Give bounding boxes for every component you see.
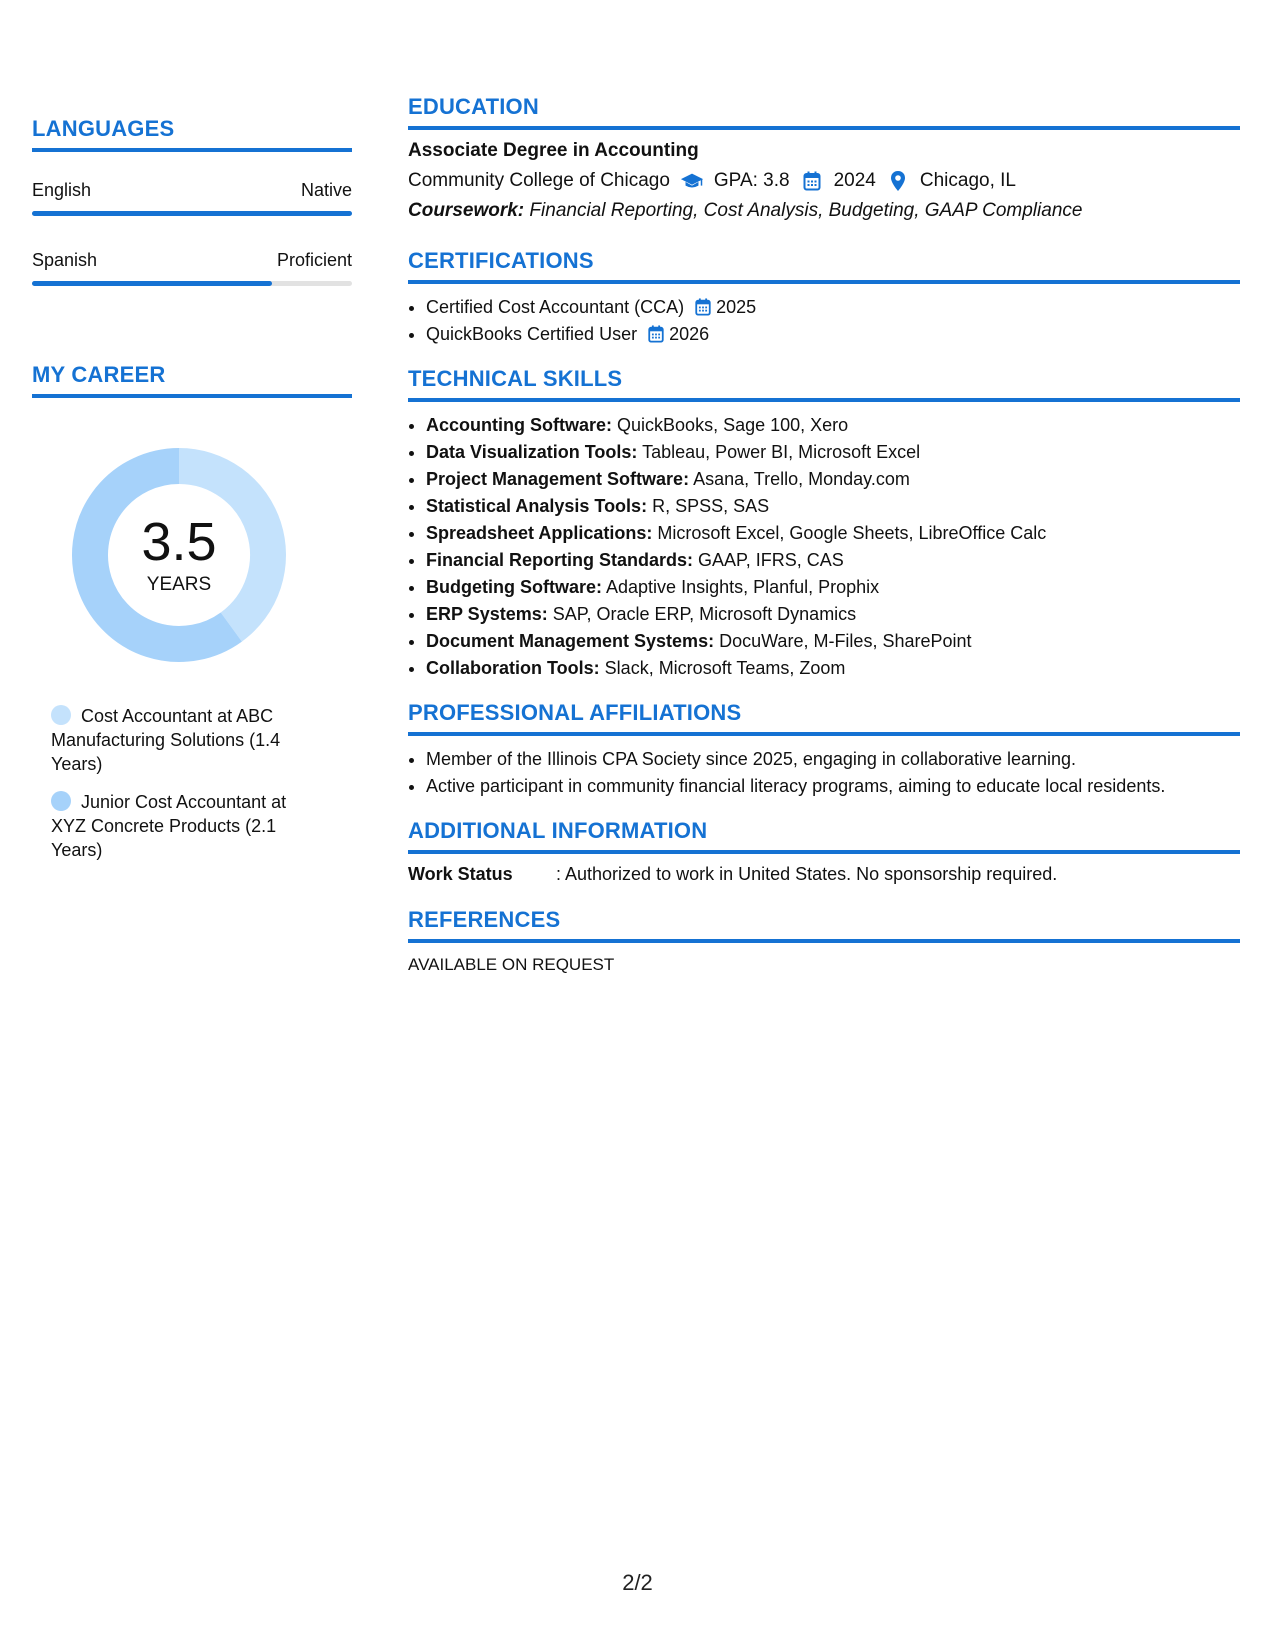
skill-label: Accounting Software: [426, 415, 613, 435]
language-proficiency-fill [32, 211, 352, 216]
language-proficiency-bar [32, 211, 352, 216]
certifications-section [408, 248, 1240, 348]
skill-item [426, 628, 1240, 655]
education-degree: Associate Degree in Accounting [408, 140, 699, 161]
additional-title: ADDITIONAL INFORMATION [408, 818, 1240, 854]
skill-item [426, 493, 1240, 520]
career-title: MY CAREER [32, 362, 352, 398]
skill-label: ERP Systems: [426, 604, 548, 624]
graduation-cap-icon [680, 170, 704, 192]
affiliations-section [408, 700, 1240, 800]
language-row [32, 180, 352, 201]
coursework-label: Coursework: [408, 200, 525, 221]
career-legend-label: Junior Cost Accountant at XYZ Concrete Products (2.1 Years) [51, 792, 287, 860]
skill-value: SAP, Oracle ERP, Microsoft Dynamics [552, 604, 857, 624]
coursework-value: Financial Reporting, Cost Analysis, Budgeting, GAAP Compliance [529, 200, 1083, 221]
education-year: 2024 [833, 170, 876, 191]
affiliations-list [408, 746, 1240, 800]
skill-item [426, 439, 1240, 466]
skill-label: Collaboration Tools: [426, 658, 600, 678]
references-text: AVAILABLE ON REQUEST [408, 955, 615, 974]
skill-item [426, 466, 1240, 493]
skill-value: R, SPSS, SAS [652, 496, 770, 516]
career-donut [66, 442, 292, 668]
language-row [32, 250, 352, 271]
skill-item [426, 601, 1240, 628]
left-column [32, 116, 352, 876]
skill-label: Budgeting Software: [426, 577, 602, 597]
certification-item [426, 321, 1240, 348]
page-number: 2/2 [622, 1570, 653, 1595]
skill-label: Data Visualization Tools: [426, 442, 638, 462]
skill-item [426, 520, 1240, 547]
skill-value: Slack, Microsoft Teams, Zoom [604, 658, 846, 678]
certification-year: 2026 [669, 324, 710, 344]
legend-dot [51, 705, 71, 725]
language-proficiency-bar [32, 281, 352, 286]
skill-value: Tableau, Power BI, Microsoft Excel [642, 442, 921, 462]
skills-list [408, 412, 1240, 682]
additional-section [408, 818, 1240, 885]
skill-value: DocuWare, M-Files, SharePoint [719, 631, 972, 651]
skills-section [408, 366, 1240, 682]
career-legend-item [51, 790, 321, 862]
career-total-unit: YEARS [146, 574, 212, 595]
skill-value: Microsoft Excel, Google Sheets, LibreOffice Calc [657, 523, 1047, 543]
skill-value: QuickBooks, Sage 100, Xero [617, 415, 849, 435]
skill-item [426, 547, 1240, 574]
calendar-icon [694, 297, 712, 315]
education-details [408, 170, 1240, 192]
career-legend [32, 704, 321, 862]
work-status-label: Work Status [408, 864, 513, 884]
skill-item [426, 412, 1240, 439]
language-item [32, 250, 352, 286]
skills-title: TECHNICAL SKILLS [408, 366, 1240, 402]
certification-name: QuickBooks Certified User [426, 324, 638, 344]
language-name: English [32, 180, 92, 200]
certification-item [426, 294, 1240, 321]
education-section [408, 94, 1240, 222]
language-level: Native [300, 180, 352, 200]
location-pin-icon [886, 170, 910, 192]
education-title: EDUCATION [408, 94, 1240, 130]
references-title: REFERENCES [408, 907, 1240, 943]
language-level: Proficient [276, 250, 352, 270]
legend-dot [51, 791, 71, 811]
languages-title: LANGUAGES [32, 116, 352, 152]
right-column [408, 94, 1240, 989]
work-status-value: : Authorized to work in United States. No sponsorship required. [556, 864, 1058, 884]
career-total-years: 3.5 [141, 512, 217, 572]
calendar-icon [800, 170, 824, 192]
skill-value: GAAP, IFRS, CAS [698, 550, 844, 570]
skill-value: Adaptive Insights, Planful, Prophix [606, 577, 880, 597]
certification-year: 2025 [716, 297, 757, 317]
skill-label: Financial Reporting Standards: [426, 550, 694, 570]
affiliations-title: PROFESSIONAL AFFILIATIONS [408, 700, 1240, 736]
references-section [408, 907, 1240, 975]
affiliation-item: • Active participant in community financial literacy programs, aiming to educate local residents. [426, 773, 1240, 800]
education-school: Community College of Chicago [408, 170, 670, 191]
language-proficiency-fill [32, 281, 272, 286]
skill-label: Document Management Systems: [426, 631, 715, 651]
certifications-list [408, 294, 1240, 348]
affiliation-item: • Member of the Illinois CPA Society since 2025, engaging in collaborative learning. [426, 746, 1240, 773]
skill-label: Project Management Software: [426, 469, 690, 489]
education-coursework [408, 200, 1240, 222]
education-location: Chicago, IL [919, 170, 1016, 191]
career-legend-label: Cost Accountant at ABC Manufacturing Solutions (1.4 Years) [51, 706, 281, 774]
certification-name: Certified Cost Accountant (CCA) [426, 297, 685, 317]
language-name: Spanish [32, 250, 98, 270]
language-item [32, 180, 352, 216]
skill-item [426, 574, 1240, 601]
skill-value: Asana, Trello, Monday.com [693, 469, 910, 489]
career-legend-item [51, 704, 321, 776]
languages-list [32, 180, 352, 286]
work-status-row [408, 864, 1240, 885]
skill-label: Statistical Analysis Tools: [426, 496, 648, 516]
calendar-icon [647, 324, 665, 342]
education-gpa: GPA: 3.8 [713, 170, 790, 191]
donut-center [66, 442, 292, 668]
skill-item [426, 655, 1240, 682]
skill-label: Spreadsheet Applications: [426, 523, 653, 543]
certifications-title: CERTIFICATIONS [408, 248, 1240, 284]
